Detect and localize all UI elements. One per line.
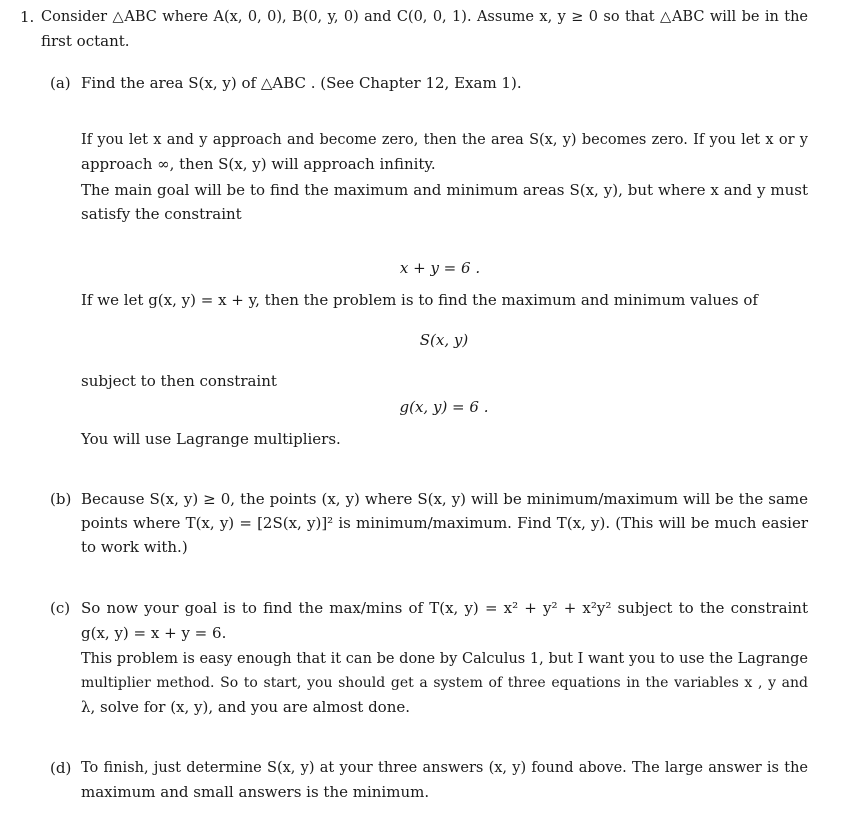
part-c-line-2: g(x, y) = x + y = 6. xyxy=(81,624,227,642)
equation-area-function: S(x, y) xyxy=(419,331,469,349)
part-d-label: (d) xyxy=(50,759,72,777)
part-d-line-1: To finish, just determine S(x, y) at your three answers (x, y) found above. The large answer is the xyxy=(81,760,808,776)
equation-g-constraint: g(x, y) = 6 . xyxy=(399,398,489,416)
part-a-label: (a) xyxy=(50,74,71,92)
part-a-paragraph-2-line-2: satisfy the constraint xyxy=(81,205,242,223)
equation-constraint: x + y = 6 . xyxy=(399,259,481,277)
part-c-line-4: multiplier method. So to start, you should get a system of three equations in the variables x , y and xyxy=(81,675,808,691)
problem-statement-line-2: first octant. xyxy=(41,32,130,50)
part-b-label: (b) xyxy=(50,490,72,508)
part-a-paragraph-5: You will use Lagrange multipliers. xyxy=(81,430,341,448)
part-a-paragraph-1-line-2: approach ∞, then S(x, y) will approach infinity. xyxy=(81,155,436,173)
part-d-line-2: maximum and small answers is the minimum. xyxy=(81,783,430,801)
part-a-paragraph-1-line-1: If you let x and y approach and become zero, then the area S(x, y) becomes zero. If you let x or y xyxy=(81,132,808,148)
part-c-line-1: So now your goal is to find the max/mins of T(x, y) = x² + y² + x²y² subject to the constraint xyxy=(81,599,808,617)
part-c-line-5: λ, solve for (x, y), and you are almost done. xyxy=(81,698,411,716)
part-a-paragraph-2-line-1: The main goal will be to find the maximum and minimum areas S(x, y), but where x and y must xyxy=(81,181,808,199)
part-b-line-1: Because S(x, y) ≥ 0, the points (x, y) where S(x, y) will be minimum/maximum will be the same xyxy=(81,490,808,508)
problem-statement-line-1: Consider △ABC where A(x, 0, 0), B(0, y, 0) and C(0, 0, 1). Assume x, y ≥ 0 so that △ABC will be in the xyxy=(41,9,808,25)
part-b-line-2: points where T(x, y) = [2S(x, y)]² is minimum/maximum. Find T(x, y). (This will be much easier xyxy=(81,514,808,532)
part-a-paragraph-4: subject to then constraint xyxy=(81,372,277,390)
part-c-label: (c) xyxy=(50,599,71,617)
part-c-line-3: This problem is easy enough that it can be done by Calculus 1, but I want you to use the Lagrange xyxy=(81,651,808,667)
part-a-question: Find the area S(x, y) of △ABC . (See Chapter 12, Exam 1). xyxy=(81,74,522,92)
part-b-line-3: to work with.) xyxy=(81,538,188,556)
part-a-paragraph-3: If we let g(x, y) = x + y, then the problem is to find the maximum and minimum values of xyxy=(81,291,758,309)
problem-number: 1. xyxy=(20,8,35,26)
